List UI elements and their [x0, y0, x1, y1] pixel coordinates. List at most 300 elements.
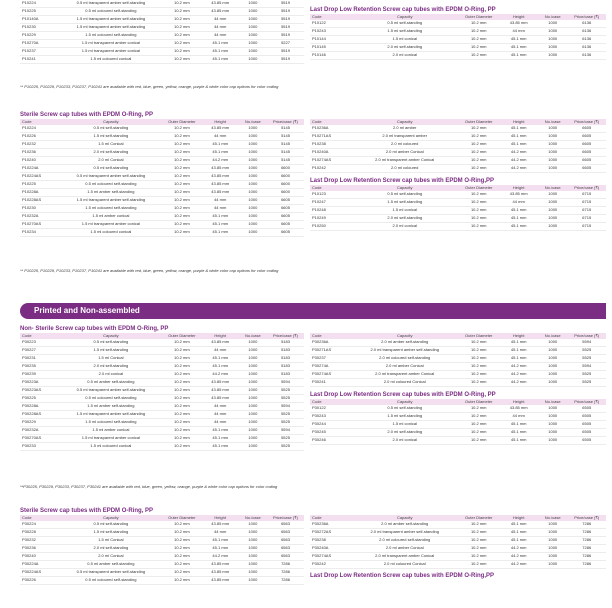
table-cell: 6563 — [267, 545, 304, 553]
table-cell: 1000 — [538, 133, 568, 141]
column-header: Capacity — [351, 119, 458, 125]
table-cell: 45.1 mm — [499, 141, 537, 149]
table-cell: 5525 — [267, 443, 304, 451]
table-cell: 10.2 mm — [162, 395, 202, 403]
column-header: Height — [202, 119, 239, 125]
table-cell: 5145 — [267, 141, 304, 149]
table-row — [20, 165, 304, 173]
section-title: Sterile Screw cap tubes with EPDM O-Ring, PP — [20, 508, 154, 514]
table-cell: 6505 — [568, 437, 607, 445]
table-cell: 45.1 mm — [202, 537, 239, 545]
table-cell: 1000 — [239, 371, 267, 379]
column-header: Outer Diameter — [458, 119, 499, 125]
table-cell: 45.1 mm — [499, 529, 537, 537]
table-cell: 10.2 mm — [162, 16, 202, 24]
table-cell: 5183 — [267, 347, 304, 355]
table-row — [310, 207, 606, 215]
table-cell: 2.0 ml Conical — [60, 553, 162, 561]
table-cell: 1000 — [239, 173, 267, 181]
column-header: Code — [20, 515, 60, 521]
table-cell: 7286 — [267, 577, 304, 585]
column-header: Code — [310, 399, 351, 405]
table-cell: 1000 — [538, 405, 568, 413]
table-row — [20, 545, 304, 553]
table-cell: 1000 — [239, 411, 267, 419]
table-cell: 1000 — [239, 197, 267, 205]
column-header: Outer Diameter — [458, 515, 499, 521]
table-cell: P30237 — [310, 355, 351, 363]
table-cell: 10.2 mm — [162, 435, 202, 443]
table-cell: 1000 — [538, 339, 568, 347]
table-cell: 0.5 ml amber self-standing — [60, 561, 162, 569]
table-cell: 6605 — [267, 221, 304, 229]
table-cell: P10226 — [20, 133, 60, 141]
table-row — [310, 405, 606, 413]
table-cell: 1000 — [538, 125, 568, 133]
table-cell: 5525 — [267, 387, 304, 395]
table-cell: 10.2 mm — [162, 411, 202, 419]
table-row — [20, 379, 304, 387]
table-row — [20, 181, 304, 189]
table-cell: 2.0 ml transparent amber Conical — [351, 553, 458, 561]
table-cell: P30243 — [310, 413, 351, 421]
table-cell: 43.85 mm — [499, 405, 537, 413]
table-cell: 2.0 ml coloured Conical — [351, 561, 458, 569]
column-header: Outer Diameter — [162, 515, 202, 521]
footnote: **P30225, P30229, P30233, P30237, P30241 are available with red, blue, green, yellow, orange, purple & white color cap options for color coding — [20, 484, 278, 489]
table-cell: 1000 — [239, 24, 267, 32]
table-cell: 10.2 mm — [458, 215, 499, 223]
column-header: Capacity — [351, 333, 458, 339]
column-header: Capacity — [351, 185, 458, 191]
table-cell: 1.5 ml amber conical — [60, 213, 162, 221]
table-cell: 5525 — [267, 419, 304, 427]
table-cell: 2.0 ml coloured self-standing — [351, 355, 458, 363]
product-table — [310, 399, 606, 445]
table-row — [310, 215, 606, 223]
table-cell: 0.5 ml self-standing — [351, 405, 458, 413]
table-cell: 2.0 ml amber — [351, 125, 458, 133]
table-cell: 10.2 mm — [162, 553, 202, 561]
table-row — [310, 379, 606, 387]
table-row — [20, 419, 304, 427]
table-cell: 1000 — [538, 529, 568, 537]
table-cell: 45.1 mm — [202, 443, 239, 451]
table-cell: 1000 — [239, 133, 267, 141]
table-cell: 45.1 mm — [499, 223, 537, 231]
table-cell: 44 mm — [202, 347, 239, 355]
table-cell: 1000 — [239, 125, 267, 133]
table-cell: 10.2 mm — [162, 0, 202, 8]
table-cell: 1000 — [538, 347, 568, 355]
table-cell: 0.5 ml amber self-standing — [60, 379, 162, 387]
table-cell: 6605 — [267, 197, 304, 205]
table-cell: 5519 — [267, 32, 304, 40]
table-cell: 0.5 ml self-standing — [60, 165, 162, 173]
table-cell: 10.2 mm — [162, 32, 202, 40]
product-table — [310, 515, 606, 569]
table-cell: P10236 — [20, 149, 60, 157]
table-cell: P10242 — [310, 165, 351, 173]
table-cell: 2.0 ml coloured self-standing — [351, 537, 458, 545]
table-cell: 1000 — [239, 213, 267, 221]
table-cell: 1000 — [239, 48, 267, 56]
table-cell: 10.2 mm — [162, 355, 202, 363]
table-cell: 6605 — [267, 205, 304, 213]
table-cell: P30245 — [310, 429, 351, 437]
table-cell: P30236A — [310, 339, 351, 347]
table-cell: 1000 — [239, 363, 267, 371]
column-header: Capacity — [60, 333, 162, 339]
table-cell: 10.2 mm — [162, 521, 202, 529]
column-header: Code — [310, 515, 351, 521]
table-row — [20, 189, 304, 197]
product-table — [20, 515, 304, 585]
table-cell: 5519 — [267, 0, 304, 8]
table-cell: 5594 — [267, 403, 304, 411]
table-cell: 44.2 mm — [499, 165, 537, 173]
table-cell: P30271AS — [310, 347, 351, 355]
table-cell: 10.2 mm — [162, 529, 202, 537]
table-cell: 44.2 mm — [202, 157, 239, 165]
table-row — [20, 221, 304, 229]
table-cell: 6136 — [568, 52, 607, 60]
table-cell: 45.1 mm — [499, 355, 537, 363]
table-cell: 6563 — [267, 529, 304, 537]
table-cell: 10.2 mm — [458, 429, 499, 437]
column-header: Capacity — [60, 515, 162, 521]
table-cell: 1000 — [538, 215, 568, 223]
table-cell: P10145 — [310, 44, 351, 52]
table-row — [20, 40, 304, 48]
table-cell: 1000 — [239, 355, 267, 363]
table-cell: 2.0 ml amber Conical — [351, 545, 458, 553]
table-cell: 43.85 mm — [202, 181, 239, 189]
table-row — [20, 173, 304, 181]
table-cell: 10.2 mm — [458, 437, 499, 445]
table-cell: 7286 — [267, 561, 304, 569]
table-cell: 43.85 mm — [202, 521, 239, 529]
table-cell: 10.2 mm — [458, 44, 499, 52]
table-cell: 0.5 ml self-standing — [60, 125, 162, 133]
table-cell: 45.1 mm — [202, 435, 239, 443]
table-cell: 5145 — [267, 149, 304, 157]
table-cell: P10249 — [310, 215, 351, 223]
table-cell: 43.85 mm — [202, 339, 239, 347]
table-cell: 10.2 mm — [162, 133, 202, 141]
column-header: No./case — [538, 14, 568, 20]
table-cell: 10.2 mm — [458, 413, 499, 421]
table-cell: 44 mm — [499, 199, 537, 207]
table-cell: P10240A — [310, 149, 351, 157]
table-row — [20, 133, 304, 141]
table-cell: 10.2 mm — [162, 363, 202, 371]
column-header: Height — [499, 119, 537, 125]
table-cell: 45.1 mm — [499, 421, 537, 429]
table-cell: 1000 — [538, 191, 568, 199]
table-cell: 1000 — [538, 157, 568, 165]
table-cell: P30272AS — [310, 529, 351, 537]
table-cell: 44 mm — [499, 413, 537, 421]
table-cell: P30223AS — [20, 387, 60, 395]
table-cell: 1000 — [239, 443, 267, 451]
table-cell: 45.1 mm — [499, 537, 537, 545]
table-row — [20, 363, 304, 371]
table-cell: 1000 — [239, 427, 267, 435]
table-cell: 2.0 ml amber self-standing — [351, 521, 458, 529]
table-cell: 1000 — [239, 521, 267, 529]
table-cell: P30223A — [20, 379, 60, 387]
table-cell: P10247 — [310, 199, 351, 207]
table-cell: 10.2 mm — [162, 157, 202, 165]
table-row — [310, 44, 606, 52]
table-cell: 43.85 mm — [202, 569, 239, 577]
table-cell: 1.5 ml transparent amber self-standing — [60, 411, 162, 419]
table-cell: 1.5 ml coloured conical — [60, 56, 162, 64]
table-cell: 1000 — [239, 569, 267, 577]
table-cell: 10.2 mm — [162, 561, 202, 569]
table-cell: 1.5 ml amber self-standing — [60, 403, 162, 411]
table-row — [20, 8, 304, 16]
section-title: Last Drop Low Retention Screw cap tubes with EPDM O-Ring, PP — [310, 392, 496, 398]
column-header: Price/case (₹) — [568, 14, 607, 20]
table-cell: 2.0 ml transparent amber self-standing — [351, 529, 458, 537]
table-cell: P10234 — [20, 229, 60, 237]
table-cell: 5145 — [267, 125, 304, 133]
table-cell: 10.2 mm — [162, 537, 202, 545]
section-title: Last Drop Low Retention Screw cap tubes with EPDM O-Ring, PP — [310, 7, 496, 13]
table-cell: P30236A — [310, 521, 351, 529]
table-cell: P10232 — [20, 141, 60, 149]
table-cell: 44.2 mm — [499, 363, 537, 371]
table-cell: P10230 — [20, 205, 60, 213]
column-header: Price/case (₹) — [568, 399, 607, 405]
table-cell: 45.1 mm — [202, 213, 239, 221]
table-cell: 44.2 mm — [499, 379, 537, 387]
table-row — [310, 529, 606, 537]
table-cell: P10228A — [20, 189, 60, 197]
table-row — [20, 569, 304, 577]
table-cell: 43.85 mm — [202, 125, 239, 133]
table-cell: 1.5 ml amber self-standing — [60, 189, 162, 197]
table-cell: 44.2 mm — [499, 149, 537, 157]
table-cell: 10.2 mm — [162, 545, 202, 553]
table-cell: 5525 — [267, 411, 304, 419]
table-cell: P30236 — [20, 545, 60, 553]
table-cell: 45.1 mm — [202, 141, 239, 149]
table-cell: 10.2 mm — [162, 165, 202, 173]
table-cell: 5525 — [568, 347, 607, 355]
table-row — [20, 411, 304, 419]
table-cell: 5594 — [267, 379, 304, 387]
table-cell: 6605 — [568, 157, 607, 165]
table-cell: 1.5 ml coloured self-standing — [60, 205, 162, 213]
table-cell: P30241 — [310, 379, 351, 387]
table-cell: 6605 — [568, 141, 607, 149]
table-cell: 10.2 mm — [162, 8, 202, 16]
table-cell: 1000 — [538, 371, 568, 379]
table-cell: 6715 — [568, 223, 607, 231]
table-cell: P10236A — [310, 125, 351, 133]
product-table — [310, 119, 606, 173]
nonsterile-left-block — [20, 325, 304, 451]
table-cell: 10.2 mm — [162, 205, 202, 213]
table-row — [310, 28, 606, 36]
table-cell: 2.0 ml self-standing — [60, 149, 162, 157]
table-cell: 10.2 mm — [458, 371, 499, 379]
table-cell: 10.2 mm — [162, 24, 202, 32]
table-cell: 45.1 mm — [202, 229, 239, 237]
table-cell: 6136 — [568, 36, 607, 44]
table-cell: P10224A — [20, 165, 60, 173]
table-cell: 6600 — [267, 181, 304, 189]
table-cell: 1000 — [239, 395, 267, 403]
table-cell: 2.0 ml transparent amber self-standing — [351, 347, 458, 355]
table-cell: 1.5 ml transparent amber conical — [60, 40, 162, 48]
table-cell: 1.5 ml Conical — [60, 141, 162, 149]
table-cell: 10.2 mm — [162, 427, 202, 435]
table-cell: 2.0 ml coloured Conical — [351, 379, 458, 387]
table-cell: 6600 — [267, 165, 304, 173]
column-header: Capacity — [351, 515, 458, 521]
table-cell: 10.2 mm — [162, 347, 202, 355]
table-cell: 44 mm — [202, 419, 239, 427]
table-cell: 1000 — [538, 199, 568, 207]
table-cell: P10224AS — [20, 173, 60, 181]
table-cell: P10237 — [20, 48, 60, 56]
table-cell: 2.0 ml coloured — [351, 141, 458, 149]
table-cell: 10.2 mm — [458, 157, 499, 165]
table-cell: 1000 — [538, 28, 568, 36]
product-table — [20, 0, 304, 64]
table-cell: 45.1 mm — [202, 355, 239, 363]
table-cell: P30227 — [20, 347, 60, 355]
table-cell: 10.2 mm — [162, 443, 202, 451]
table-cell: 44.2 mm — [499, 157, 537, 165]
table-row — [20, 229, 304, 237]
table-cell: 2.0 ml amber self-standing — [351, 339, 458, 347]
table-cell: 0.5 ml self-standing — [351, 20, 458, 28]
table-row — [310, 223, 606, 231]
table-cell: P10270A — [20, 40, 60, 48]
table-row — [310, 537, 606, 545]
table-cell: P30228AS — [20, 411, 60, 419]
table-cell: 45.1 mm — [499, 215, 537, 223]
table-cell: 44 mm — [499, 28, 537, 36]
column-header: Price/case (₹) — [568, 119, 607, 125]
table-cell: 10.2 mm — [162, 371, 202, 379]
table-cell: 45.1 mm — [202, 48, 239, 56]
table-cell: 2.0 ml transparent amber Conical — [351, 371, 458, 379]
table-cell: 6136 — [568, 44, 607, 52]
column-header: Code — [310, 185, 351, 191]
table-row — [20, 521, 304, 529]
table-row — [310, 355, 606, 363]
column-header: Capacity — [60, 119, 162, 125]
table-cell: 1000 — [239, 435, 267, 443]
table-cell: 45.1 mm — [499, 52, 537, 60]
table-cell: 1.5 ml transparent amber self-standing — [60, 197, 162, 205]
table-cell: 1.5 ml Conical — [60, 355, 162, 363]
table-cell: 10.2 mm — [162, 419, 202, 427]
table-cell: 45.1 mm — [499, 339, 537, 347]
table-cell: 1000 — [538, 429, 568, 437]
table-cell: P10274AS — [310, 157, 351, 165]
table-cell: 10.2 mm — [162, 40, 202, 48]
column-header: No./case — [538, 515, 568, 521]
table-cell: 0.5 ml coloured self-standing — [60, 577, 162, 585]
table-cell: 6563 — [267, 537, 304, 545]
table-cell: 43.85 mm — [202, 561, 239, 569]
table-row — [310, 521, 606, 529]
section-title: Last Drop Low Retention Screw cap tubes with EPDM O-Ring,PP — [310, 178, 495, 184]
table-cell: 2.0 ml self-standing — [351, 429, 458, 437]
table-row — [310, 20, 606, 28]
table-cell: 1000 — [538, 521, 568, 529]
table-cell: 1.5 ml coloured self-standing — [60, 419, 162, 427]
table-row — [20, 213, 304, 221]
table-cell: 44 mm — [202, 32, 239, 40]
table-cell: 0.5 ml coloured self-standing — [60, 8, 162, 16]
table-cell: 1000 — [239, 347, 267, 355]
column-header: Price/case (₹) — [568, 185, 607, 191]
table-cell: 5525 — [568, 379, 607, 387]
table-row — [20, 387, 304, 395]
table-cell: 1000 — [538, 537, 568, 545]
table-cell: P30224 — [20, 521, 60, 529]
table-cell: 45.1 mm — [202, 363, 239, 371]
table-cell: 1.5 ml self-standing — [60, 133, 162, 141]
table-cell: P10123 — [310, 191, 351, 199]
table-cell: P30244 — [310, 421, 351, 429]
table-cell: 10.2 mm — [162, 577, 202, 585]
column-header: Outer Diameter — [458, 14, 499, 20]
table-cell: 2.0 ml transparent amber — [351, 133, 458, 141]
table-cell: 6715 — [568, 207, 607, 215]
column-header: No./case — [538, 119, 568, 125]
table-cell: 1000 — [239, 553, 267, 561]
table-cell: 1000 — [239, 141, 267, 149]
table-cell: 1000 — [239, 537, 267, 545]
table-cell: 1000 — [239, 529, 267, 537]
table-cell: 2.0 ml conical — [351, 437, 458, 445]
table-cell: P10250 — [310, 223, 351, 231]
table-cell: P30233 — [20, 443, 60, 451]
sterile2-right-block — [310, 515, 606, 580]
table-cell: P30226 — [20, 577, 60, 585]
table-cell: P30240 — [20, 553, 60, 561]
table-cell: P10248 — [310, 207, 351, 215]
table-cell: 0.5 ml transparent amber self-standing — [60, 173, 162, 181]
table-cell: 44.2 mm — [499, 561, 537, 569]
table-cell: 45.1 mm — [499, 125, 537, 133]
table-cell: P10224 — [20, 125, 60, 133]
table-cell: 1.5 ml conical — [351, 421, 458, 429]
table-cell: 1000 — [538, 363, 568, 371]
table-cell: 1000 — [239, 8, 267, 16]
column-header: Outer Diameter — [458, 399, 499, 405]
table-cell: 10.2 mm — [458, 339, 499, 347]
table-cell: P10144 — [310, 36, 351, 44]
table-cell: 10.2 mm — [458, 133, 499, 141]
table-cell: 1000 — [239, 149, 267, 157]
table-cell: 10.2 mm — [162, 125, 202, 133]
table-cell: P30274AS — [310, 371, 351, 379]
section-title: Sterile Screw cap tubes with EPDM O-Ring, PP — [20, 112, 154, 118]
column-header: Capacity — [351, 399, 458, 405]
table-cell: 45.1 mm — [499, 437, 537, 445]
column-header: Height — [499, 14, 537, 20]
